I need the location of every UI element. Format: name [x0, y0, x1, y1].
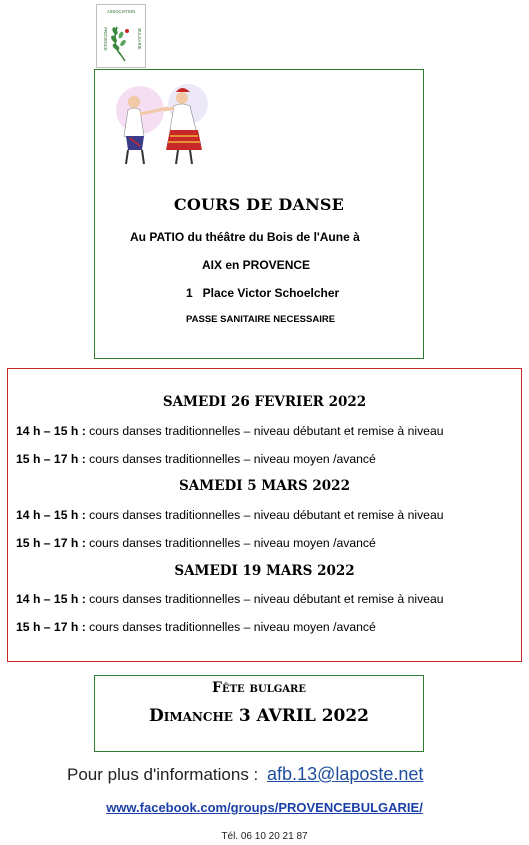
slot-time: 14 h – 15 h : — [16, 508, 86, 522]
dancers-illustration — [110, 80, 220, 168]
logo-text-left: PROVENCE — [103, 27, 108, 51]
schedule-slot — [16, 424, 444, 438]
schedule-date: SAMEDI 26 FEVRIER 2022 — [162, 394, 367, 410]
slot-time: 15 h – 17 h : — [16, 536, 86, 550]
slot-time: 15 h – 17 h : — [16, 452, 86, 466]
address-line: 1 Place Victor Schoelcher — [186, 286, 340, 300]
slot-description: cours danses traditionnelles – niveau débutant et remise à niveau — [89, 592, 444, 606]
slot-time: 14 h – 15 h : — [16, 592, 86, 606]
laurel-logo-graphic — [97, 5, 145, 67]
schedule-date: SAMEDI 19 MARS 2022 — [174, 563, 355, 579]
phone-number: Tél. 06 10 20 21 87 — [221, 831, 308, 842]
schedule-slot — [16, 620, 376, 634]
facebook-link[interactable]: www.facebook.com/groups/PROVENCEBULGARIE/ — [106, 800, 423, 815]
venue-line: Au PATIO du théâtre du Bois de l'Aune à — [130, 230, 360, 244]
city-line: AIX en PROVENCE — [202, 258, 311, 272]
schedule-slot — [16, 452, 376, 466]
health-pass-notice: PASSE SANITAIRE NECESSAIRE — [186, 314, 336, 325]
event-title: Fête bulgare — [212, 680, 306, 696]
contact-line — [67, 764, 423, 785]
slot-description: cours danses traditionnelles – niveau moyen /avancé — [89, 452, 376, 466]
slot-description: cours danses traditionnelles – niveau moyen /avancé — [89, 536, 376, 550]
association-logo — [96, 4, 146, 68]
schedule-slot — [16, 508, 444, 522]
schedule-date: SAMEDI 5 MARS 2022 — [179, 478, 350, 494]
course-title: COURS DE DANSE — [173, 195, 345, 214]
info-label: Pour plus d'informations : — [67, 765, 259, 784]
event-date: Dimanche 3 AVRIL 2022 — [148, 706, 370, 726]
slot-description: cours danses traditionnelles – niveau débutant et remise à niveau — [89, 424, 444, 438]
schedule-slot — [16, 592, 444, 606]
slot-description: cours danses traditionnelles – niveau débutant et remise à niveau — [89, 508, 444, 522]
slot-description: cours danses traditionnelles – niveau moyen /avancé — [89, 620, 376, 634]
logo-text-top: ASSOCIATION — [106, 9, 136, 14]
slot-time: 15 h – 17 h : — [16, 620, 86, 634]
email-link[interactable]: afb.13@laposte.net — [267, 764, 424, 784]
schedule-slot — [16, 536, 376, 550]
slot-time: 14 h – 15 h : — [16, 424, 86, 438]
logo-text-right: BULGARIE — [137, 28, 142, 50]
